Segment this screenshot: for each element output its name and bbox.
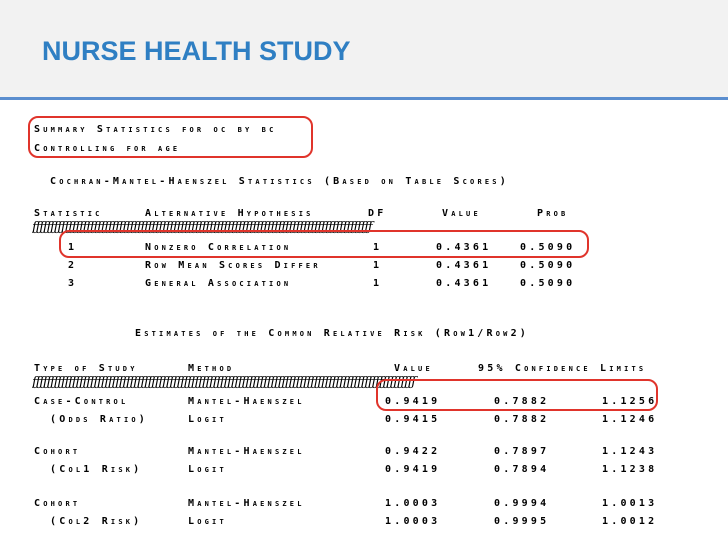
rr-cell-upper: 1.0013 [602,498,658,509]
highlight-summary-oval [28,116,313,158]
rr-cell-upper: 1.1246 [602,414,658,425]
cmh-separator: ƒƒƒƒƒƒƒƒƒƒƒƒƒƒƒƒƒƒƒƒƒƒƒƒƒƒƒƒƒƒƒƒƒƒƒƒƒƒƒƒƒƒƒƒƒƒƒƒƒƒƒƒƒƒƒƒƒƒƒƒƒƒƒƒƒƒƒƒƒƒƒƒƒƒƒƒƒƒƒƒƒƒƒƒƒƒƒƒƒƒƒƒƒƒ [32,221,372,235]
rr-separator: ƒƒƒƒƒƒƒƒƒƒƒƒƒƒƒƒƒƒƒƒƒƒƒƒƒƒƒƒƒƒƒƒƒƒƒƒƒƒƒƒƒƒƒƒƒƒƒƒƒƒƒƒƒƒƒƒƒƒƒƒƒƒƒƒƒƒƒƒƒƒƒƒƒƒƒƒƒƒƒƒƒƒƒƒƒƒƒƒƒƒƒƒƒƒƒƒƒƒƒƒƒƒƒƒƒƒ [32,376,415,390]
cmh-cell-hypothesis: Row Mean Scores Differ [145,260,321,271]
cmh-col-statistic: Statistic [34,208,103,219]
rr-cell-upper: 1.1256 [602,396,658,407]
cmh-col-df: DF [368,208,387,219]
slide-title: NURSE HEALTH STUDY [42,36,351,66]
cmh-cell-df: 1 [373,242,383,253]
rr-cell-value: 0.9419 [385,464,441,475]
highlight-correlation-oval [59,230,589,258]
cmh-cell-df: 1 [373,260,383,271]
rr-cell-upper: 1.0012 [602,516,658,527]
cmh-cell-value: 0.4361 [436,278,492,289]
rr-cell-upper: 1.1243 [602,446,658,457]
cmh-cell-prob: 0.5090 [520,278,576,289]
title-divider [0,97,728,100]
rr-cell-type: Cohort [34,446,81,457]
rr-cell-lower: 0.7882 [494,396,550,407]
cmh-cell-statistic: 1 [68,242,78,253]
cmh-col-hypothesis: Alternative Hypothesis [145,208,314,219]
rr-cell-value: 0.9415 [385,414,441,425]
rr-col-value: Value [394,363,433,374]
cmh-header: Cochran-Mantel-Haenszel Statistics (Based on Table Scores) [50,176,509,187]
highlight-mh-oval [376,379,658,411]
rr-cell-value: 0.9422 [385,446,441,457]
rr-cell-type: (Col2 Risk) [50,516,143,527]
cmh-cell-df: 1 [373,278,383,289]
rr-header: Estimates of the Common Relative Risk (Row1/Row2) [135,328,530,339]
rr-cell-method: Mantel-Haenszel [188,446,305,457]
rr-cell-lower: 0.7894 [494,464,550,475]
cmh-cell-statistic: 2 [68,260,78,271]
rr-cell-value: 1.0003 [385,516,441,527]
rr-cell-value: 0.9419 [385,396,441,407]
rr-col-method: Method [188,363,235,374]
rr-cell-type: Case-Control [34,396,129,407]
rr-cell-lower: 0.7882 [494,414,550,425]
rr-col-type: Type of Study [34,363,138,374]
cmh-col-prob: Prob [537,208,569,219]
rr-cell-value: 1.0003 [385,498,441,509]
cmh-cell-prob: 0.5090 [520,242,576,253]
cmh-cell-hypothesis: General Association [145,278,292,289]
rr-cell-method: Logit [188,414,227,425]
rr-cell-method: Mantel-Haenszel [188,396,305,407]
rr-cell-method: Logit [188,516,227,527]
summary-line-1: Summary Statistics for oc by bc [34,124,277,135]
cmh-cell-statistic: 3 [68,278,78,289]
rr-col-ci: 95% Confidence Limits [478,363,647,374]
cmh-col-value: Value [442,208,481,219]
rr-cell-lower: 0.7897 [494,446,550,457]
rr-cell-type: (Col1 Risk) [50,464,143,475]
rr-cell-method: Logit [188,464,227,475]
summary-line-2: Controlling for age [34,143,181,154]
rr-cell-method: Mantel-Haenszel [188,498,305,509]
rr-cell-type: (Odds Ratio) [50,414,149,425]
rr-cell-lower: 0.9994 [494,498,550,509]
cmh-cell-value: 0.4361 [436,242,492,253]
cmh-cell-hypothesis: Nonzero Correlation [145,242,292,253]
rr-cell-upper: 1.1238 [602,464,658,475]
cmh-cell-prob: 0.5090 [520,260,576,271]
cmh-cell-value: 0.4361 [436,260,492,271]
rr-cell-type: Cohort [34,498,81,509]
rr-cell-lower: 0.9995 [494,516,550,527]
